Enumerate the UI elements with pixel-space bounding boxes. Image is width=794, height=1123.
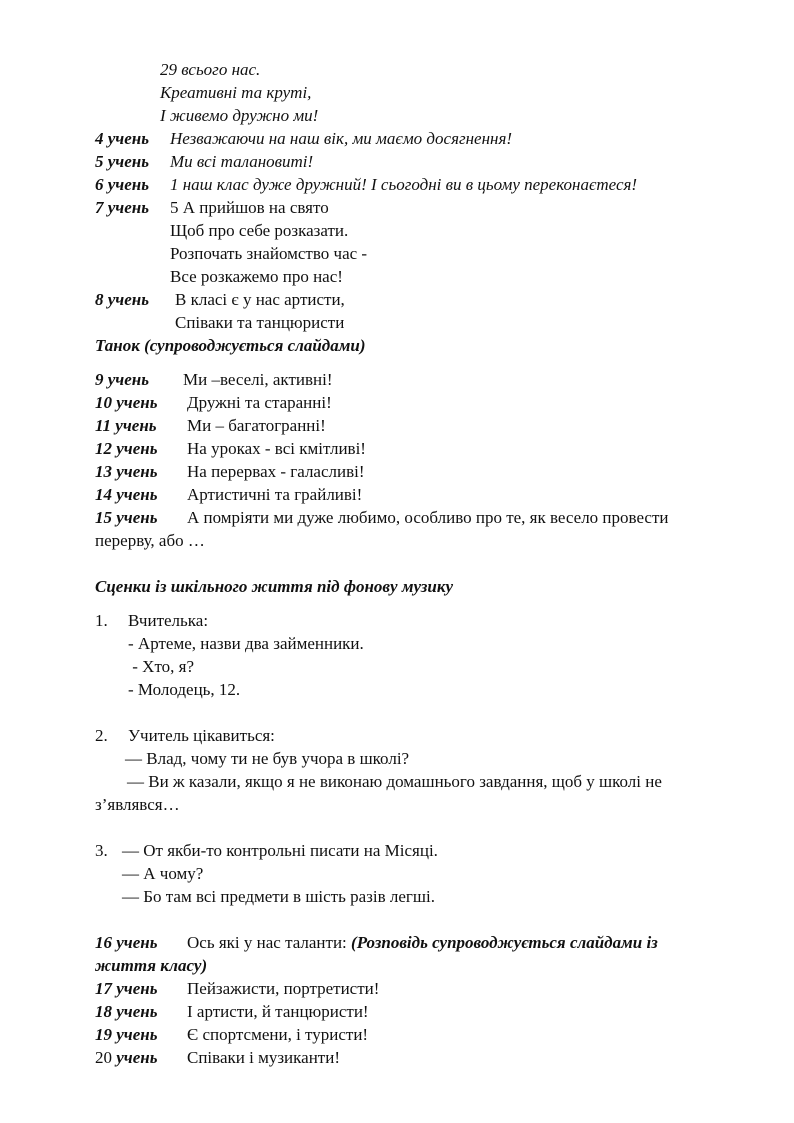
speaker-label: 10 учень xyxy=(95,393,158,412)
script-line xyxy=(95,1025,369,1045)
speech-text: Є спортсмени, і туристи! xyxy=(187,1025,369,1044)
speaker-label: 18 учень xyxy=(95,1002,158,1021)
speech-text: Ми – багатогранні! xyxy=(187,416,326,435)
scene-text: Вчителька: xyxy=(128,611,209,630)
scene-number: 2. xyxy=(95,726,108,745)
scene-text: — А чому? xyxy=(122,864,204,883)
speech-block xyxy=(187,933,658,953)
script-line xyxy=(95,393,332,413)
speaker-label: 15 учень xyxy=(95,508,158,527)
speech-text: Незважаючи на наш вік, ми маємо досягнення! xyxy=(170,129,513,148)
speech-text: І артисти, й танцюристи! xyxy=(187,1002,369,1021)
script-line xyxy=(95,416,326,436)
script-line xyxy=(95,370,333,390)
scene-text: з’являвся… xyxy=(95,795,180,814)
speaker-label: 7 учень xyxy=(95,198,149,217)
speaker-label: 9 учень xyxy=(95,370,149,389)
speaker-label: 19 учень xyxy=(95,1025,158,1044)
speaker-label: 11 учень xyxy=(95,416,157,435)
speech-text: На перервах - галасливі! xyxy=(187,462,365,481)
script-line xyxy=(95,290,345,310)
speech-text: В класі є у нас артисти, xyxy=(175,290,345,309)
scene-text: - Хто, я? xyxy=(128,657,195,676)
speech-text: Артистичні та грайливі! xyxy=(187,485,363,504)
scene-text: - Артеме, назви два займенники. xyxy=(128,634,364,653)
script-line xyxy=(95,175,638,195)
speaker-label: 13 учень xyxy=(95,462,158,481)
script-line xyxy=(95,508,669,528)
speaker-label: 12 учень xyxy=(95,439,158,458)
speech-text: перерву, або … xyxy=(95,531,205,550)
script-line xyxy=(95,1002,369,1022)
dance-heading: Танок (супроводжується слайдами) xyxy=(95,336,366,355)
speaker-label: 16 учень xyxy=(95,933,158,952)
scene-item xyxy=(95,841,438,861)
speech-text: Дружні та старанні! xyxy=(187,393,332,412)
scene-text: — Ви ж казали, якщо я не виконаю домашнього завдання, щоб у школі не xyxy=(127,772,662,791)
speaker-label: 14 учень xyxy=(95,485,158,504)
scene-number: 1. xyxy=(95,611,108,630)
scenes-heading: Сценки із шкільного життя під фонову музику xyxy=(95,577,454,596)
poem-line: І живемо дружно ми! xyxy=(160,106,319,125)
script-line xyxy=(95,462,365,482)
speech-text: Все розкажемо про нас! xyxy=(170,267,343,286)
script-line xyxy=(95,198,329,218)
speech-text: 5 А прийшов на свято xyxy=(170,198,329,217)
stage-note: (Розповідь супроводжується слайдами із xyxy=(351,933,658,952)
script-line xyxy=(95,439,366,459)
speech-text: Ось які у нас таланти: xyxy=(187,933,352,952)
script-line xyxy=(95,485,363,505)
speaker-label: 5 учень xyxy=(95,152,149,171)
speaker-label: 4 учень xyxy=(95,129,149,148)
poem-line: Креативні та круті, xyxy=(160,83,312,102)
script-line xyxy=(95,979,380,999)
speech-text: А помріяти ми дуже любимо, особливо про те, як весело провести xyxy=(187,508,669,527)
speech-text: Щоб про себе розказати. xyxy=(170,221,349,240)
scene-text: — Бо там всі предмети в шість разів легші. xyxy=(122,887,435,906)
speaker-label: 17 учень xyxy=(95,979,158,998)
scene-text: Учитель цікавиться: xyxy=(128,726,275,745)
speaker-label: 6 учень xyxy=(95,175,149,194)
speaker-label: 8 учень xyxy=(95,290,149,309)
script-line xyxy=(95,933,658,953)
scene-number: 3. xyxy=(95,841,108,860)
scene-item xyxy=(95,726,275,746)
speaker-label: учень xyxy=(116,1048,158,1067)
speech-text: Співаки і музиканти! xyxy=(187,1048,340,1067)
scene-text: — Влад, чому ти не був учора в школі? xyxy=(125,749,410,768)
speech-text: 1 наш клас дуже дружний! І сьогодні ви в цьому переконаєтеся! xyxy=(170,175,638,194)
script-line xyxy=(95,152,314,172)
speech-text: На уроках - всі кмітливі! xyxy=(187,439,366,458)
scene-text: - Молодець, 12. xyxy=(128,680,241,699)
speech-text: Ми всі талановиті! xyxy=(170,152,314,171)
speech-text: Пейзажисти, портретисти! xyxy=(187,979,380,998)
script-line xyxy=(95,129,513,149)
scene-text: — От якби-то контрольні писати на Місяці. xyxy=(122,841,438,860)
script-line xyxy=(95,1048,340,1068)
scene-item xyxy=(95,611,209,631)
speech-text: Розпочать знайомство час - xyxy=(170,244,368,263)
speech-text: Співаки та танцюристи xyxy=(175,313,345,332)
stage-note: життя класу) xyxy=(95,956,208,975)
speech-text: Ми –веселі, активні! xyxy=(183,370,333,389)
poem-line: 29 всього нас. xyxy=(160,60,261,79)
speaker-number: 20 xyxy=(95,1048,112,1067)
